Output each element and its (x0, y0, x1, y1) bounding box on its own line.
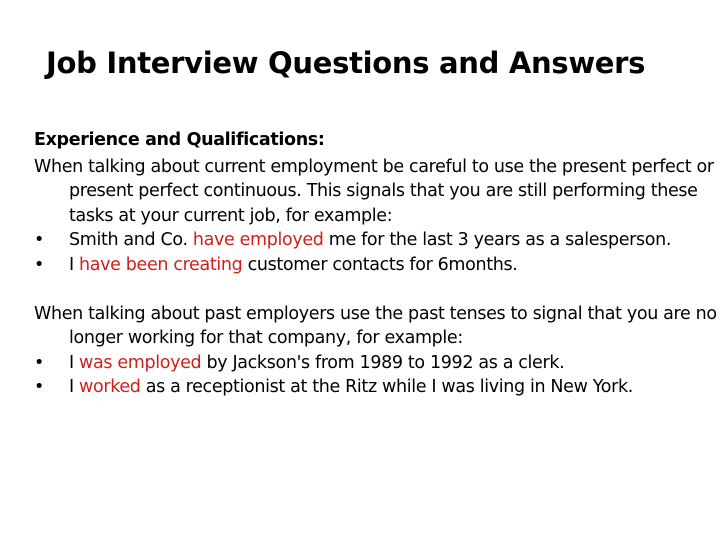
spacer (34, 277, 724, 302)
slide-content (34, 128, 724, 400)
bullet-icon: • (34, 352, 44, 373)
highlighted-verb: worked (79, 377, 141, 397)
bullet-icon: • (34, 230, 44, 250)
bullet-text: as a receptionist at the Ritz while I was living in New York. (140, 377, 633, 397)
highlighted-verb: was employed (79, 352, 202, 373)
highlighted-verb: have been creating (79, 254, 243, 275)
bullet-item (34, 253, 724, 278)
bullet-text: I (69, 377, 80, 397)
bullet-text: I (69, 352, 80, 373)
paragraph-current-employment: When talking about current employment be careful to use the present perfect or present perfect continuous. This signals that you are still performing these tasks at your current job, for example: (34, 156, 714, 226)
bullet-icon: • (34, 377, 44, 397)
slide-title: Job Interview Questions and Answers (46, 46, 646, 80)
bullet-item (34, 351, 724, 376)
bullet-icon: • (34, 254, 44, 275)
bullet-item (34, 375, 724, 400)
paragraph-past-employment: When talking about past employers use the past tenses to signal that you are no longer working for that company, for example: (34, 303, 717, 348)
highlighted-verb: have employed (192, 230, 324, 250)
bullet-text: me for the last 3 years as a salesperson. (323, 230, 672, 250)
bullet-item (34, 228, 724, 253)
bullet-text: Smith and Co. (69, 230, 193, 250)
section-heading: Experience and Qualifications: (34, 130, 325, 150)
bullet-text: by Jackson's from 1989 to 1992 as a clerk. (201, 352, 565, 373)
bullet-text: I (69, 254, 80, 275)
bullet-text: customer contacts for 6months. (242, 254, 518, 275)
